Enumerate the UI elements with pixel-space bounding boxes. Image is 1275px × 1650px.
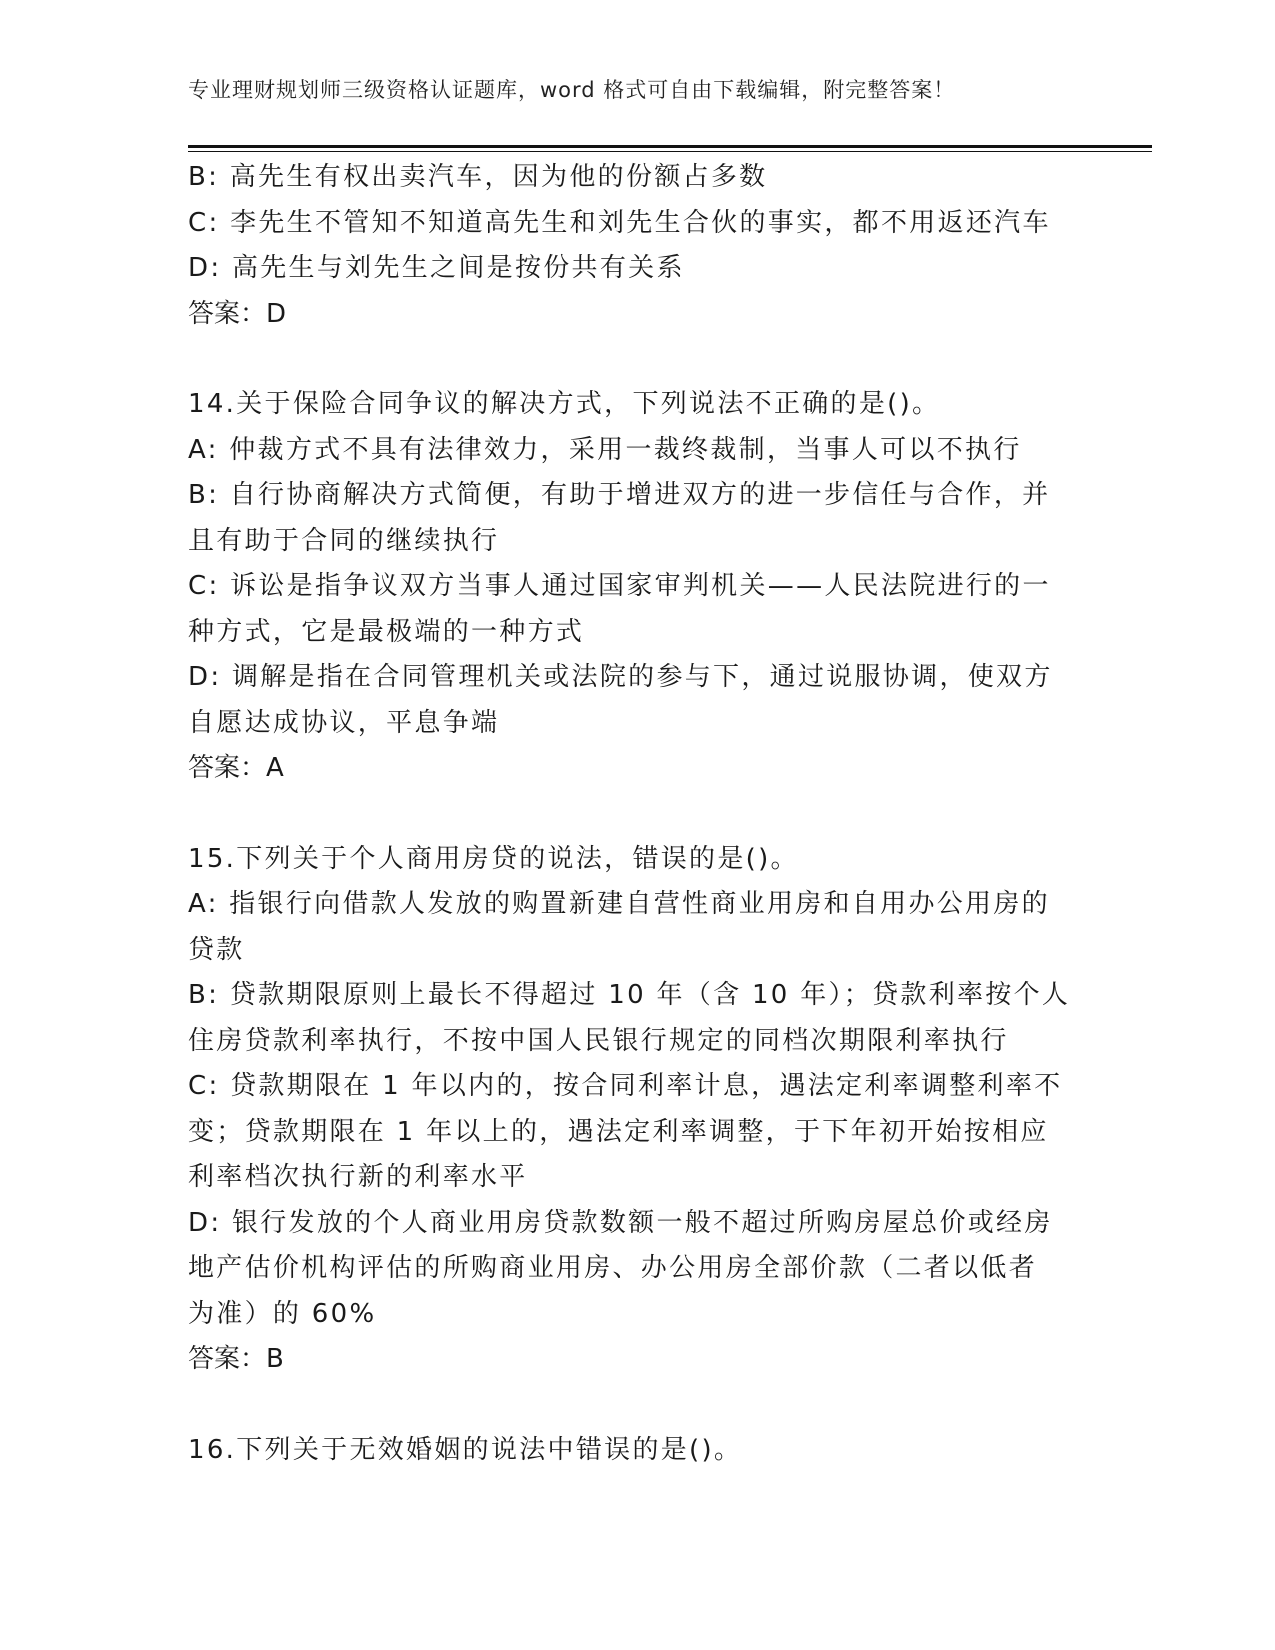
option-line: C: 贷款期限在 1 年以内的，按合同利率计息，遇法定利率调整利率不 xyxy=(188,1071,1063,1101)
option-line: D: 调解是指在合同管理机关或法院的参与下，通过说服协调，使双方 xyxy=(188,662,1053,692)
question-text: 14.关于保险合同争议的解决方式，下列说法不正确的是()。 xyxy=(188,389,941,419)
question-text: 15.下列关于个人商用房贷的说法，错误的是()。 xyxy=(188,843,799,874)
header-rule-thick xyxy=(188,145,1152,148)
question-16 xyxy=(188,1428,1088,1474)
answer-line: 答案：B xyxy=(188,1344,284,1374)
option-line: C: 诉讼是指争议双方当事人通过国家审判机关——人民法院进行的一 xyxy=(188,571,1051,601)
option-line: B: 高先生有权出卖汽车，因为他的份额占多数 xyxy=(188,162,768,192)
option-line: D: 银行发放的个人商业用房贷款数额一般不超过所购房屋总价或经房 xyxy=(188,1207,1053,1238)
option-line: B: 自行协商解决方式简便，有助于增进双方的进一步信任与合作，并 xyxy=(188,480,1051,510)
spacer xyxy=(188,792,1088,837)
spacer xyxy=(188,337,1088,382)
option-line: 住房贷款利率执行，不按中国人民银行规定的同档次期限利率执行 xyxy=(188,1025,1009,1056)
option-line: 地产估价机构评估的所购商业用房、办公用房全部价款（二者以低者 xyxy=(188,1253,1038,1283)
option-line: 变；贷款期限在 1 年以上的，遇法定利率调整，于下年初开始按相应 xyxy=(188,1116,1049,1147)
option-line: 自愿达成协议，平息争端 xyxy=(188,707,500,738)
option-line: B: 贷款期限原则上最长不得超过 10 年（含 10 年）；贷款利率按个人 xyxy=(188,980,1071,1010)
option-line: A: 指银行向借款人发放的购置新建自营性商业用房和自用办公用房的 xyxy=(188,889,1050,919)
spacer xyxy=(188,1383,1088,1428)
document-body xyxy=(188,155,1088,1473)
option-line: 种方式，它是最极端的一种方式 xyxy=(188,616,585,647)
option-line: 贷款 xyxy=(188,934,245,965)
option-line: D: 高先生与刘先生之间是按份共有关系 xyxy=(188,253,685,283)
question-text: 16.下列关于无效婚姻的说法中错误的是()。 xyxy=(188,1434,743,1465)
option-line: A: 仲裁方式不具有法律效力，采用一裁终裁制，当事人可以不执行 xyxy=(188,434,1022,465)
question-14 xyxy=(188,382,1088,792)
option-line: C: 李先生不管知不知道高先生和刘先生合伙的事实，都不用返还汽车 xyxy=(188,207,1051,238)
question-13-options xyxy=(188,155,1088,337)
question-15 xyxy=(188,837,1088,1383)
option-line: 为准）的 60% xyxy=(188,1298,377,1329)
page-header: 专业理财规划师三级资格认证题库，word 格式可自由下载编辑，附完整答案！ xyxy=(188,78,956,102)
option-line: 利率档次执行新的利率水平 xyxy=(188,1162,528,1192)
option-line: 且有助于合同的继续执行 xyxy=(188,525,500,556)
answer-line: 答案：A xyxy=(188,753,284,783)
answer-line: 答案：D xyxy=(188,298,287,329)
header-rule-thin xyxy=(188,151,1152,152)
